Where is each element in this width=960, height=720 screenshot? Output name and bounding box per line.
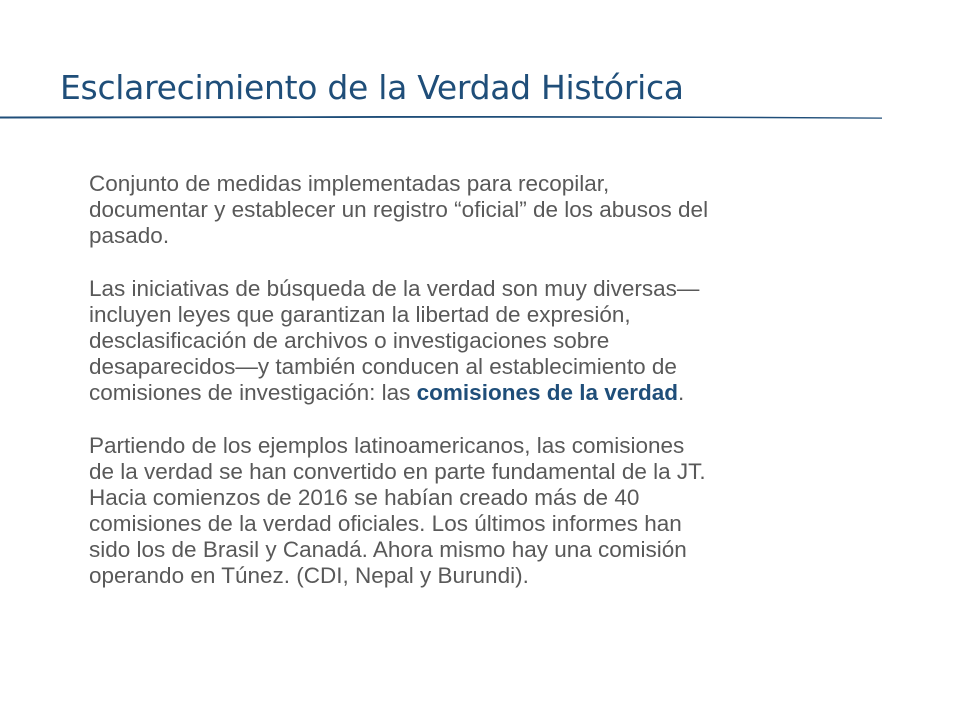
paragraph-initiatives bbox=[89, 276, 911, 406]
title-divider bbox=[0, 113, 882, 123]
paragraph-line: incluyen leyes que garantizan la libertad de expresión, bbox=[89, 302, 631, 327]
slide-body bbox=[89, 171, 911, 616]
paragraph-line: sido los de Brasil y Canadá. Ahora mismo hay una comisión bbox=[89, 537, 687, 562]
paragraph-line-prefix: comisiones de investigación: las bbox=[89, 380, 417, 405]
paragraph-line: comisiones de la verdad oficiales. Los últimos informes han bbox=[89, 511, 682, 536]
paragraph-line: operando en Túnez. (CDI, Nepal y Burundi). bbox=[89, 563, 529, 588]
truth-commissions-highlight: comisiones de la verdad bbox=[416, 380, 679, 405]
paragraph-line-suffix: . bbox=[678, 380, 685, 405]
paragraph-line: pasado. bbox=[89, 223, 170, 248]
paragraph-line: desclasificación de archivos o investigaciones sobre bbox=[89, 328, 610, 353]
title-divider-line bbox=[0, 116, 882, 119]
paragraph-line: Las iniciativas de búsqueda de la verdad son muy diversas— bbox=[89, 276, 700, 301]
paragraph-line: Hacia comienzos de 2016 se habían creado más de 40 bbox=[89, 485, 640, 510]
paragraph-line: Conjunto de medidas implementadas para recopilar, bbox=[89, 171, 610, 196]
paragraph-definition bbox=[89, 171, 911, 249]
paragraph-line: de la verdad se han convertido en parte fundamental de la JT. bbox=[89, 459, 706, 484]
paragraph-latin-america bbox=[89, 433, 911, 589]
slide-title: Esclarecimiento de la Verdad Histórica bbox=[60, 68, 684, 107]
paragraph-line: Partiendo de los ejemplos latinoamericanos, las comisiones bbox=[89, 433, 685, 458]
paragraph-line: desaparecidos—y también conducen al establecimiento de bbox=[89, 354, 677, 379]
paragraph-line: documentar y establecer un registro “oficial” de los abusos del bbox=[89, 197, 709, 222]
